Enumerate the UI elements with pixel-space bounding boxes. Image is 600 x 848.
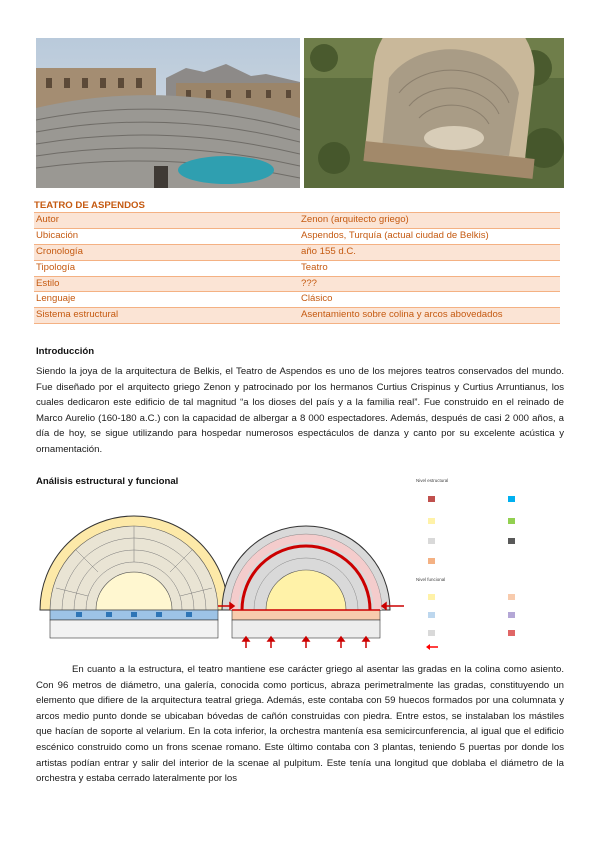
table-row <box>34 245 560 261</box>
grey-swatch <box>428 538 435 544</box>
functional-plan <box>218 526 404 648</box>
theatre-interior-photo <box>36 38 300 188</box>
row-label: Autor <box>36 214 59 225</box>
row-value: Teatro <box>301 261 328 273</box>
table-row <box>34 308 560 324</box>
lavender-swatch <box>508 612 515 618</box>
analysis-heading: Análisis estructural y funcional <box>36 476 179 487</box>
table-row <box>34 213 560 229</box>
row-value: Clásico <box>301 293 333 305</box>
orange-swatch <box>428 558 435 564</box>
dark-swatch <box>508 538 515 544</box>
row-value: Aspendos, Turquía (actual ciudad de Belkis) <box>301 229 489 241</box>
legend-functional-title: Nivel funcional <box>416 577 446 582</box>
peach-swatch <box>508 594 515 600</box>
theatre-plan-diagrams <box>36 492 414 650</box>
lightblue-swatch <box>428 612 435 618</box>
yellow-swatch <box>428 594 435 600</box>
table-title: TEATRO DE ASPENDOS <box>34 200 560 213</box>
intro-paragraph: Siendo la joya de la arquitectura de Belkis, el Teatro de Aspendos es uno de los mejores teatros conservados del mundo. Fue diseñado por el arquitecto griego Zenon y patrocinado por los hermanos Curtius Crispinus y Curtius Arruntianus, los cuales dedicaron este edificio de tal magnitud “a los dioses del país y a la familia real”. Fue construido en el reinado de Marco Aurelio (160-180 a.C.) con la capacidad de albergar a 8 000 espectadores. Además, después de casi 2 000 años, a día de hoy, se sigue utilizando para hospedar numerosos espectáculos de danza y canto por su excelente acústica y ornamentación. <box>36 366 564 455</box>
intro-heading: Introducción <box>36 346 95 357</box>
row-label: Ubicación <box>36 229 79 241</box>
row-label: Cronología <box>36 245 83 257</box>
rose-swatch <box>508 630 515 636</box>
table-row <box>34 292 560 308</box>
table-row <box>34 277 560 293</box>
row-value: Asentamiento sobre colina y arcos abovedados <box>301 309 503 321</box>
row-value: año 155 d.C. <box>301 245 356 257</box>
green-swatch <box>508 518 515 524</box>
row-label: Sistema estructural <box>36 309 119 321</box>
table-row <box>34 229 560 245</box>
grey-swatch <box>428 630 435 636</box>
row-label: Estilo <box>36 277 60 289</box>
analysis-paragraph: En cuanto a la estructura, el teatro mantiene ese carácter griego al asentar las gradas en la colina como asiento. Con 96 metros de diámetro, una galería, conocida como porticus, abraza perimetralmente las gradas, constituyendo un elemento que difiere de la arquitectura teatral griega. Además, este contaba con 59 huecos formados por una columnata y arcos medio punto donde se ubicaban bóvedas de cañón construidas con piedra. Entre estos, se instalaban los mástiles que hacían de soporte al velarium. En la cota inferior, la orchestra mantenía esa semicircunferencia, al igual que el edificio escénico construido como un frons scenae romano. Este último contaba con 3 plantas, teniendo 5 puertas por donde los artistas podían entrar y salir del interior de la scenae al pulpitum. Este tenía una longitud que doblaba el diámetro de la orchestra y estaba cerrado lateralmente por los <box>36 664 564 785</box>
blue-swatch <box>508 496 515 502</box>
table-row <box>34 261 560 277</box>
row-value: Zenon (arquitecto griego) <box>301 214 409 225</box>
structural-plan <box>40 516 228 638</box>
row-value: ??? <box>301 277 318 289</box>
red-swatch <box>428 496 435 502</box>
yellow-swatch <box>428 518 435 524</box>
row-label: Lenguaje <box>36 293 76 305</box>
diagram-legend <box>412 476 564 646</box>
theatre-aerial-photo <box>304 38 564 188</box>
theatre-info-table <box>34 200 560 324</box>
legend-structural-title: Nivel estructural <box>416 478 449 483</box>
row-label: Tipología <box>36 261 76 273</box>
red-arrow-icon <box>426 644 438 650</box>
